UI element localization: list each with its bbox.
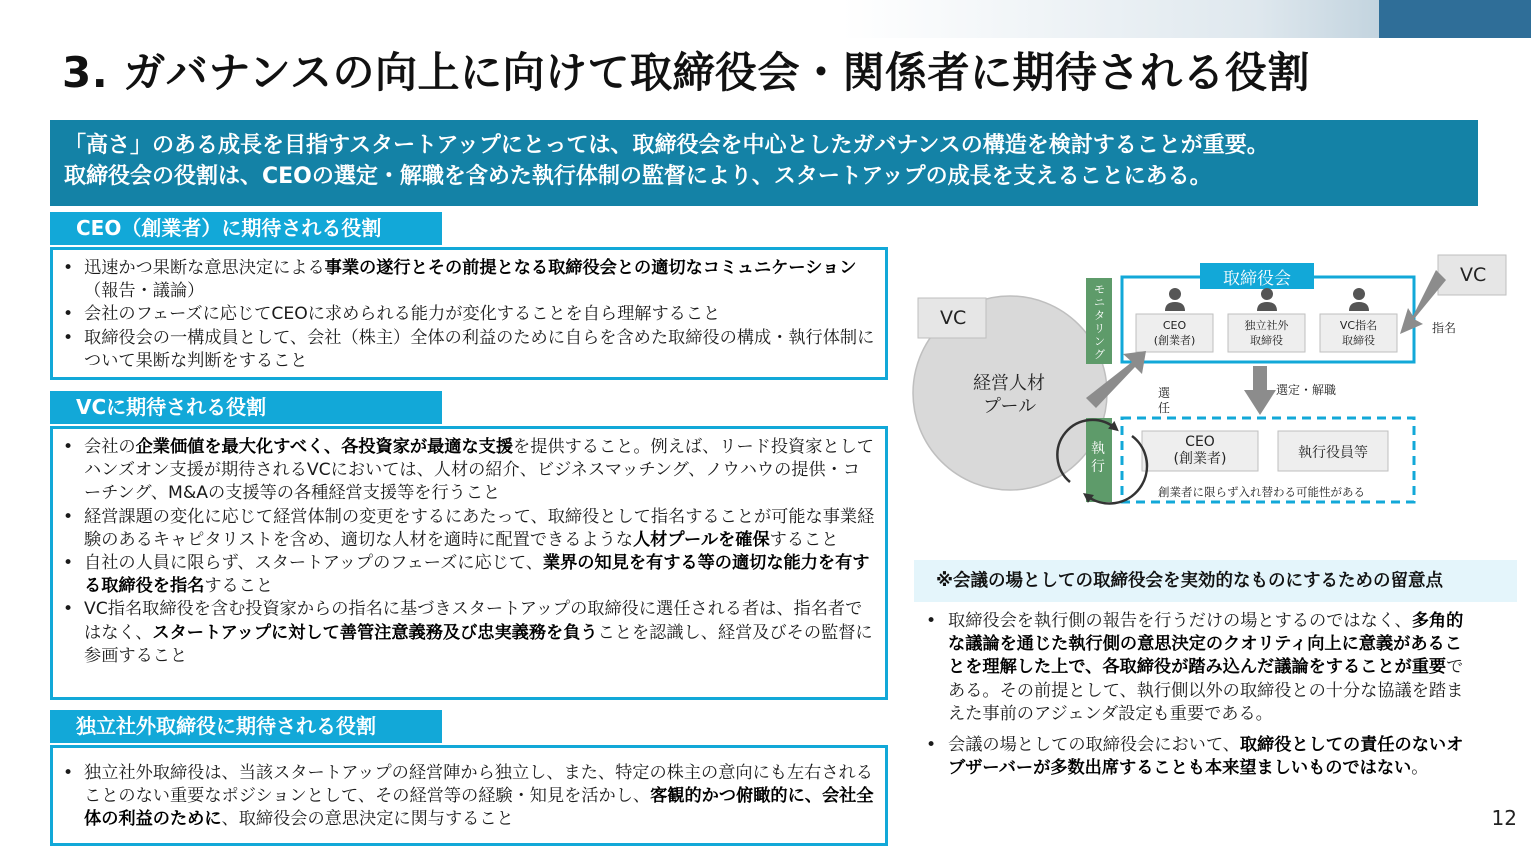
execution-label: 執行: [1091, 441, 1105, 475]
ind-b1-bold: 客観的かつ俯瞰的に、会社全体の利益のために: [84, 786, 874, 830]
nominate-label: 指名: [1432, 321, 1457, 335]
header-gradient: [0, 0, 1531, 38]
ceo-director-l1: CEO: [1162, 319, 1187, 332]
select-dismiss-label: 選定・解職: [1276, 383, 1337, 397]
ceo-bullet-3: • 取締役会の一構成員として、会社（株主）全体の利益のために自らを含めた取締役の構成・執行体制について果断な判断をすること: [53, 327, 885, 373]
vc-b1-bold: 企業価値を最大化すべく、各投資家が最適な支援: [135, 437, 514, 457]
vc-b4-lead: VC指名取締役を含む投資家からの指名に基づきスタートアップの取締役に選任される者は、指名者ではなく、: [84, 599, 863, 643]
vc-section-heading: VCに期待される役割: [50, 391, 442, 424]
vc-bullet-4: [53, 598, 885, 668]
exec-ceo-label: [1142, 434, 1258, 468]
ceo-b1-bold: 事業の遂行とその前提となる取締役会との適切なコミュニケーション: [324, 258, 857, 278]
vc-b3-tail: すること: [204, 576, 274, 597]
person-icon: [1165, 302, 1185, 311]
vc-b4-bold: スタートアップに対して善管注意義務及び忠実義務を負う: [152, 622, 598, 643]
vc-bullet-2: [53, 506, 885, 552]
independent-bullet-1: [53, 762, 885, 832]
vc-b1-tail: を提供すること。例えば、リード投資家としてハンズオン支援が期待されるVCにおいては、人材の紹介、ビジネスマッチング、ノウハウの提供・コーチング、M&Aの支援等の各種経営支援等を行うこと: [84, 437, 874, 504]
independent-section-heading: 独立社外取締役に期待される役割: [50, 710, 442, 743]
exec-ceo-l2: (創業者): [1173, 451, 1227, 467]
notes-n2-bold: 取締役としての責任のないオブザーバーが多数出席することも本来望ましいものではない: [948, 735, 1464, 779]
indep-director-l1: 独立社外: [1244, 319, 1289, 332]
vc-b3-lead: 自社の人員に限らず、スタートアップのフェーズに応じて、: [84, 553, 543, 574]
vc-b2-bold: 人材プールを確保: [632, 529, 770, 550]
ind-b1-tail: 、取締役会の意思決定に関与すること: [221, 809, 514, 830]
governance-diagram: [910, 250, 1520, 510]
person-icon: [1349, 302, 1369, 311]
ceo-section-box: [50, 247, 888, 380]
page-number: 12: [1491, 806, 1517, 830]
board-label: 取締役会: [1223, 269, 1291, 289]
banner-line-1: 「高さ」のある成長を目指すスタートアップにとっては、取締役会を中心としたガバナンスの構造を検討することが重要。: [64, 133, 1269, 158]
notes-n1-tail: である。その前提として、執行側以外の取締役との十分な協議を踏まえた事前のアジェンダ設定も重要である。: [948, 657, 1464, 724]
banner-line-2: 取締役会の役割は、CEOの選定・解職を含めた執行体制の監督により、スタートアップの成長を支えることにある。: [64, 164, 1212, 189]
person-icon: [1257, 302, 1277, 311]
exec-ceo-l1: CEO: [1185, 434, 1215, 450]
vc-section-box: [50, 426, 888, 700]
vc-b4-tail: ことを認識し、経営及びその監督に参画すること: [84, 622, 873, 666]
person-icons: [1165, 288, 1369, 311]
select-label: 選任: [1158, 386, 1171, 415]
monitoring-label: モニタリング: [1094, 283, 1105, 361]
dismiss-arrow-icon: [1244, 366, 1276, 415]
talent-pool-line1: 経営人材: [973, 373, 1045, 394]
exec-officers-label: 執行役員等: [1298, 445, 1368, 461]
notes-bullet-2: [914, 734, 1474, 780]
ceo-director-label: [1136, 318, 1213, 348]
vc-left-label: VC: [940, 307, 967, 329]
vc-b3-bold: 業界の知見を有する等の適切な能力を有する取締役を指名: [84, 553, 870, 597]
notes-n1-lead: 取締役会を執行側の報告を行うだけの場とするのではなく、: [948, 611, 1412, 631]
person-icon: [1353, 288, 1365, 300]
ceo-director-l2: (創業者): [1153, 334, 1196, 347]
vc-b1-lead: 会社の: [84, 437, 136, 457]
summary-banner: [50, 120, 1478, 206]
vc-director-label: [1320, 318, 1397, 348]
ceo-section-heading: CEO（創業者）に期待される役割: [50, 212, 442, 245]
independent-section-box: [50, 745, 888, 846]
vc-director-l1: VC指名: [1339, 319, 1378, 332]
person-icon: [1261, 288, 1273, 300]
notes-heading: ※会議の場としての取締役会を実効的なものにするための留意点: [914, 560, 1517, 602]
indep-director-l2: 取締役: [1250, 334, 1283, 347]
person-icon: [1169, 288, 1181, 300]
notes-n1-bold: 多角的な議論を通じた執行側の意思決定のクオリティ向上に意義があることを理解した上で、各取締役が踏み込んだ議論をすることが重要: [948, 611, 1464, 678]
replace-note: 創業者に限らず入れ替わる可能性がある: [1158, 485, 1365, 499]
ceo-bullet-2: • 会社のフェーズに応じてCEOに求められる能力が変化することを自ら理解すること: [53, 303, 885, 326]
notes-n2-tail: 。: [1411, 758, 1429, 779]
vc-b2-lead: 経営課題の変化に応じて経営体制の変更をするにあたって、取締役として指名することが可能な事業経験のあるキャピタリストを含め、適切な人材を適時に配置できるような: [84, 506, 875, 550]
notes-body: [914, 610, 1474, 788]
ind-b1-lead: 独立社外取締役は、当該スタートアップの経営陣から独立し、また、特定の株主の意向にも左右されることのない重要なポジションとして、その経営等の経験・知見を活かし、: [84, 763, 873, 807]
vc-director-l2: 取締役: [1342, 334, 1375, 347]
header-corner-block: [1379, 0, 1531, 38]
vc-bullet-1: [53, 436, 885, 506]
vc-b2-tail: すること: [769, 529, 839, 550]
vc-bullet-3: [53, 552, 885, 598]
ceo-b1-lead: 迅速かつ果断な意思決定による: [84, 258, 325, 278]
notes-bullet-1: [914, 610, 1474, 726]
notes-n2-lead: 会議の場としての取締役会において、: [948, 735, 1240, 756]
ceo-bullet-1: [53, 257, 885, 303]
ceo-b1-tail: （報告・議論）: [84, 281, 205, 302]
page-title: 3. ガバナンスの向上に向けて取締役会・関係者に期待される役割: [62, 48, 1310, 97]
vc-right-label: VC: [1460, 264, 1487, 286]
independent-director-label: [1228, 318, 1305, 348]
talent-pool-line2: プール: [983, 396, 1037, 417]
